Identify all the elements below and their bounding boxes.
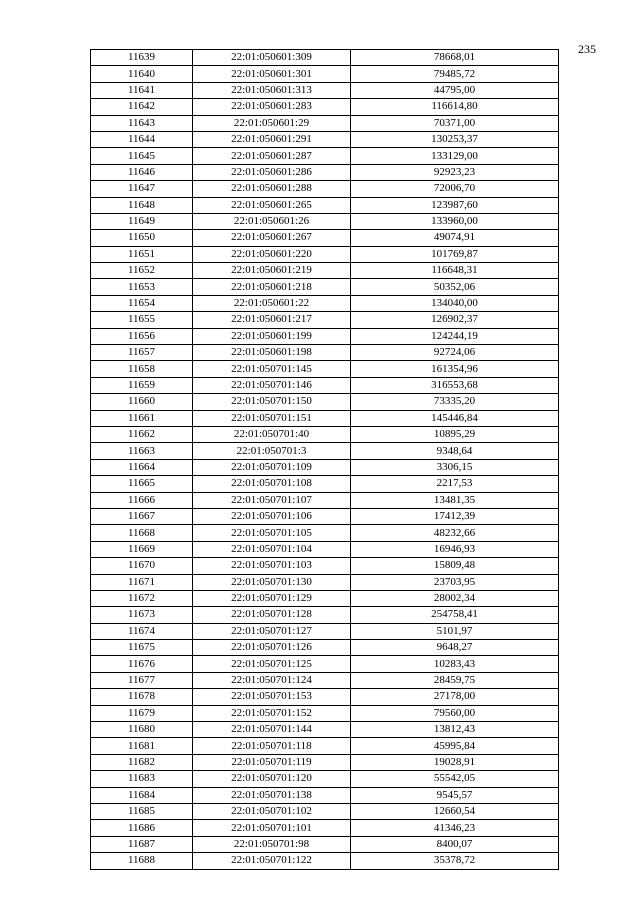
table-row — [91, 656, 559, 672]
cadastral-value-cell: 17412,39 — [351, 508, 559, 524]
table-row — [91, 295, 559, 311]
cadastral-number-cell: 22:01:050701:3 — [193, 443, 351, 459]
row-number-cell: 11683 — [91, 771, 193, 787]
cadastral-value-cell: 101769,87 — [351, 246, 559, 262]
table-row — [91, 312, 559, 328]
row-number-cell: 11685 — [91, 803, 193, 819]
row-number-cell: 11668 — [91, 525, 193, 541]
table-row — [91, 738, 559, 754]
cadastral-number-cell: 22:01:050701:130 — [193, 574, 351, 590]
table-row — [91, 558, 559, 574]
row-number-cell: 11674 — [91, 623, 193, 639]
table-row — [91, 131, 559, 147]
cadastral-number-cell: 22:01:050601:309 — [193, 50, 351, 66]
cadastral-value-cell: 23703,95 — [351, 574, 559, 590]
table-row — [91, 836, 559, 852]
row-number-cell: 11642 — [91, 99, 193, 115]
cadastral-number-cell: 22:01:050701:151 — [193, 410, 351, 426]
cadastral-value-cell: 124244,19 — [351, 328, 559, 344]
row-number-cell: 11658 — [91, 361, 193, 377]
row-number-cell: 11677 — [91, 672, 193, 688]
cadastral-value-cell: 73335,20 — [351, 394, 559, 410]
cadastral-value-cell: 92923,23 — [351, 164, 559, 180]
cadastral-number-cell: 22:01:050701:102 — [193, 803, 351, 819]
row-number-cell: 11667 — [91, 508, 193, 524]
row-number-cell: 11656 — [91, 328, 193, 344]
row-number-cell: 11675 — [91, 640, 193, 656]
cadastral-number-cell: 22:01:050701:107 — [193, 492, 351, 508]
cadastral-number-cell: 22:01:050601:267 — [193, 230, 351, 246]
cadastral-number-cell: 22:01:050701:153 — [193, 689, 351, 705]
row-number-cell: 11687 — [91, 836, 193, 852]
cadastral-number-cell: 22:01:050701:40 — [193, 426, 351, 442]
table-row — [91, 689, 559, 705]
cadastral-number-cell: 22:01:050701:150 — [193, 394, 351, 410]
cadastral-number-cell: 22:01:050701:145 — [193, 361, 351, 377]
cadastral-value-cell: 10283,43 — [351, 656, 559, 672]
cadastral-number-cell: 22:01:050701:129 — [193, 590, 351, 606]
cadastral-number-cell: 22:01:050701:105 — [193, 525, 351, 541]
cadastral-number-cell: 22:01:050701:138 — [193, 787, 351, 803]
cadastral-value-cell: 72006,70 — [351, 181, 559, 197]
cadastral-number-cell: 22:01:050701:104 — [193, 541, 351, 557]
table-row — [91, 115, 559, 131]
row-number-cell: 11669 — [91, 541, 193, 557]
row-number-cell: 11647 — [91, 181, 193, 197]
table-row — [91, 361, 559, 377]
cadastral-value-cell: 48232,66 — [351, 525, 559, 541]
cadastral-number-cell: 22:01:050701:120 — [193, 771, 351, 787]
table-row — [91, 607, 559, 623]
cadastral-value-cell: 70371,00 — [351, 115, 559, 131]
cadastral-number-cell: 22:01:050601:198 — [193, 345, 351, 361]
row-number-cell: 11643 — [91, 115, 193, 131]
cadastral-number-cell: 22:01:050601:288 — [193, 181, 351, 197]
table-row — [91, 672, 559, 688]
table-row — [91, 148, 559, 164]
cadastral-number-cell: 22:01:050601:219 — [193, 263, 351, 279]
cadastral-value-cell: 13481,35 — [351, 492, 559, 508]
cadastral-value-cell: 12660,54 — [351, 803, 559, 819]
cadastral-value-cell: 28459,75 — [351, 672, 559, 688]
row-number-cell: 11662 — [91, 426, 193, 442]
row-number-cell: 11650 — [91, 230, 193, 246]
cadastral-value-cell: 92724,06 — [351, 345, 559, 361]
cadastral-value-cell: 79560,00 — [351, 705, 559, 721]
cadastral-number-cell: 22:01:050701:98 — [193, 836, 351, 852]
table-row — [91, 377, 559, 393]
cadastral-value-cell: 126902,37 — [351, 312, 559, 328]
table-row — [91, 492, 559, 508]
table-row — [91, 246, 559, 262]
row-number-cell: 11682 — [91, 754, 193, 770]
cadastral-number-cell: 22:01:050701:103 — [193, 558, 351, 574]
row-number-cell: 11663 — [91, 443, 193, 459]
cadastral-value-cell: 10895,29 — [351, 426, 559, 442]
row-number-cell: 11671 — [91, 574, 193, 590]
row-number-cell: 11654 — [91, 295, 193, 311]
cadastral-value-cell: 16946,93 — [351, 541, 559, 557]
cadastral-value-cell: 45995,84 — [351, 738, 559, 754]
row-number-cell: 11686 — [91, 820, 193, 836]
row-number-cell: 11649 — [91, 213, 193, 229]
cadastral-number-cell: 22:01:050601:286 — [193, 164, 351, 180]
row-number-cell: 11688 — [91, 853, 193, 869]
cadastral-value-cell: 27178,00 — [351, 689, 559, 705]
table-row — [91, 443, 559, 459]
table-row — [91, 705, 559, 721]
cadastral-number-cell: 22:01:050601:301 — [193, 66, 351, 82]
table-row — [91, 426, 559, 442]
cadastral-value-cell: 35378,72 — [351, 853, 559, 869]
table-row — [91, 722, 559, 738]
cadastral-value-cell: 13812,43 — [351, 722, 559, 738]
cadastral-number-cell: 22:01:050701:124 — [193, 672, 351, 688]
table-row — [91, 803, 559, 819]
row-number-cell: 11653 — [91, 279, 193, 295]
cadastral-value-cell: 116614,80 — [351, 99, 559, 115]
cadastral-value-cell: 50352,06 — [351, 279, 559, 295]
cadastral-number-cell: 22:01:050701:125 — [193, 656, 351, 672]
table-row — [91, 197, 559, 213]
cadastral-number-cell: 22:01:050701:126 — [193, 640, 351, 656]
table-row — [91, 754, 559, 770]
cadastral-value-cell: 316553,68 — [351, 377, 559, 393]
cadastral-value-cell: 9348,64 — [351, 443, 559, 459]
row-number-cell: 11670 — [91, 558, 193, 574]
cadastral-value-cell: 8400,07 — [351, 836, 559, 852]
table-row — [91, 50, 559, 66]
table-row — [91, 328, 559, 344]
cadastral-number-cell: 22:01:050601:29 — [193, 115, 351, 131]
cadastral-value-cell: 161354,96 — [351, 361, 559, 377]
cadastral-value-cell: 19028,91 — [351, 754, 559, 770]
cadastral-number-cell: 22:01:050701:122 — [193, 853, 351, 869]
cadastral-value-cell: 15809,48 — [351, 558, 559, 574]
table-row — [91, 181, 559, 197]
row-number-cell: 11639 — [91, 50, 193, 66]
table-row — [91, 230, 559, 246]
cadastral-number-cell: 22:01:050701:127 — [193, 623, 351, 639]
row-number-cell: 11640 — [91, 66, 193, 82]
cadastral-value-cell: 9545,57 — [351, 787, 559, 803]
cadastral-number-cell: 22:01:050701:119 — [193, 754, 351, 770]
row-number-cell: 11641 — [91, 82, 193, 98]
row-number-cell: 11660 — [91, 394, 193, 410]
cadastral-number-cell: 22:01:050701:101 — [193, 820, 351, 836]
row-number-cell: 11645 — [91, 148, 193, 164]
cadastral-number-cell: 22:01:050601:283 — [193, 99, 351, 115]
cadastral-value-cell: 78668,01 — [351, 50, 559, 66]
cadastral-value-cell: 134040,00 — [351, 295, 559, 311]
row-number-cell: 11646 — [91, 164, 193, 180]
row-number-cell: 11644 — [91, 131, 193, 147]
cadastral-value-cell: 79485,72 — [351, 66, 559, 82]
table-row — [91, 590, 559, 606]
row-number-cell: 11648 — [91, 197, 193, 213]
cadastral-value-cell: 130253,37 — [351, 131, 559, 147]
table-row — [91, 279, 559, 295]
cadastral-number-cell: 22:01:050701:146 — [193, 377, 351, 393]
table-row — [91, 771, 559, 787]
cadastral-number-cell: 22:01:050701:108 — [193, 476, 351, 492]
table-body — [91, 50, 559, 870]
cadastral-number-cell: 22:01:050701:118 — [193, 738, 351, 754]
row-number-cell: 11651 — [91, 246, 193, 262]
row-number-cell: 11655 — [91, 312, 193, 328]
cadastral-number-cell: 22:01:050601:287 — [193, 148, 351, 164]
cadastral-value-cell: 55542,05 — [351, 771, 559, 787]
table-row — [91, 263, 559, 279]
row-number-cell: 11666 — [91, 492, 193, 508]
cadastral-value-cell: 133960,00 — [351, 213, 559, 229]
cadastral-value-cell: 41346,23 — [351, 820, 559, 836]
cadastral-number-cell: 22:01:050601:313 — [193, 82, 351, 98]
cadastral-number-cell: 22:01:050701:106 — [193, 508, 351, 524]
table-row — [91, 574, 559, 590]
table-row — [91, 787, 559, 803]
table-row — [91, 345, 559, 361]
cadastral-value-cell: 123987,60 — [351, 197, 559, 213]
row-number-cell: 11665 — [91, 476, 193, 492]
row-number-cell: 11661 — [91, 410, 193, 426]
cadastral-value-cell: 9648,27 — [351, 640, 559, 656]
cadastral-number-cell: 22:01:050601:291 — [193, 131, 351, 147]
cadastral-value-cell: 49074,91 — [351, 230, 559, 246]
table-row — [91, 476, 559, 492]
table-row — [91, 394, 559, 410]
row-number-cell: 11664 — [91, 459, 193, 475]
cadastral-value-cell: 145446,84 — [351, 410, 559, 426]
cadastral-number-cell: 22:01:050601:22 — [193, 295, 351, 311]
cadastral-number-cell: 22:01:050701:152 — [193, 705, 351, 721]
cadastral-value-table — [90, 49, 559, 870]
row-number-cell: 11681 — [91, 738, 193, 754]
table-row — [91, 640, 559, 656]
cadastral-number-cell: 22:01:050601:265 — [193, 197, 351, 213]
page-number: 235 — [578, 42, 596, 56]
cadastral-value-cell: 133129,00 — [351, 148, 559, 164]
table-row — [91, 623, 559, 639]
cadastral-number-cell: 22:01:050601:220 — [193, 246, 351, 262]
cadastral-number-cell: 22:01:050601:199 — [193, 328, 351, 344]
cadastral-number-cell: 22:01:050701:128 — [193, 607, 351, 623]
cadastral-number-cell: 22:01:050601:218 — [193, 279, 351, 295]
row-number-cell: 11676 — [91, 656, 193, 672]
row-number-cell: 11673 — [91, 607, 193, 623]
row-number-cell: 11679 — [91, 705, 193, 721]
row-number-cell: 11652 — [91, 263, 193, 279]
cadastral-value-cell: 44795,00 — [351, 82, 559, 98]
row-number-cell: 11678 — [91, 689, 193, 705]
cadastral-value-cell: 2217,53 — [351, 476, 559, 492]
row-number-cell: 11657 — [91, 345, 193, 361]
table-row — [91, 820, 559, 836]
table-row — [91, 508, 559, 524]
cadastral-number-cell: 22:01:050701:109 — [193, 459, 351, 475]
cadastral-value-cell: 116648,31 — [351, 263, 559, 279]
table-row — [91, 410, 559, 426]
cadastral-value-cell: 254758,41 — [351, 607, 559, 623]
cadastral-number-cell: 22:01:050701:144 — [193, 722, 351, 738]
table-row — [91, 82, 559, 98]
row-number-cell: 11684 — [91, 787, 193, 803]
row-number-cell: 11680 — [91, 722, 193, 738]
table-row — [91, 99, 559, 115]
cadastral-value-cell: 3306,15 — [351, 459, 559, 475]
cadastral-number-cell: 22:01:050601:217 — [193, 312, 351, 328]
table-row — [91, 213, 559, 229]
cadastral-value-cell: 5101,97 — [351, 623, 559, 639]
table-row — [91, 164, 559, 180]
row-number-cell: 11672 — [91, 590, 193, 606]
cadastral-number-cell: 22:01:050601:26 — [193, 213, 351, 229]
row-number-cell: 11659 — [91, 377, 193, 393]
cadastral-value-cell: 28002,34 — [351, 590, 559, 606]
table-row — [91, 541, 559, 557]
table-row — [91, 853, 559, 869]
table-row — [91, 525, 559, 541]
table-row — [91, 66, 559, 82]
table-row — [91, 459, 559, 475]
